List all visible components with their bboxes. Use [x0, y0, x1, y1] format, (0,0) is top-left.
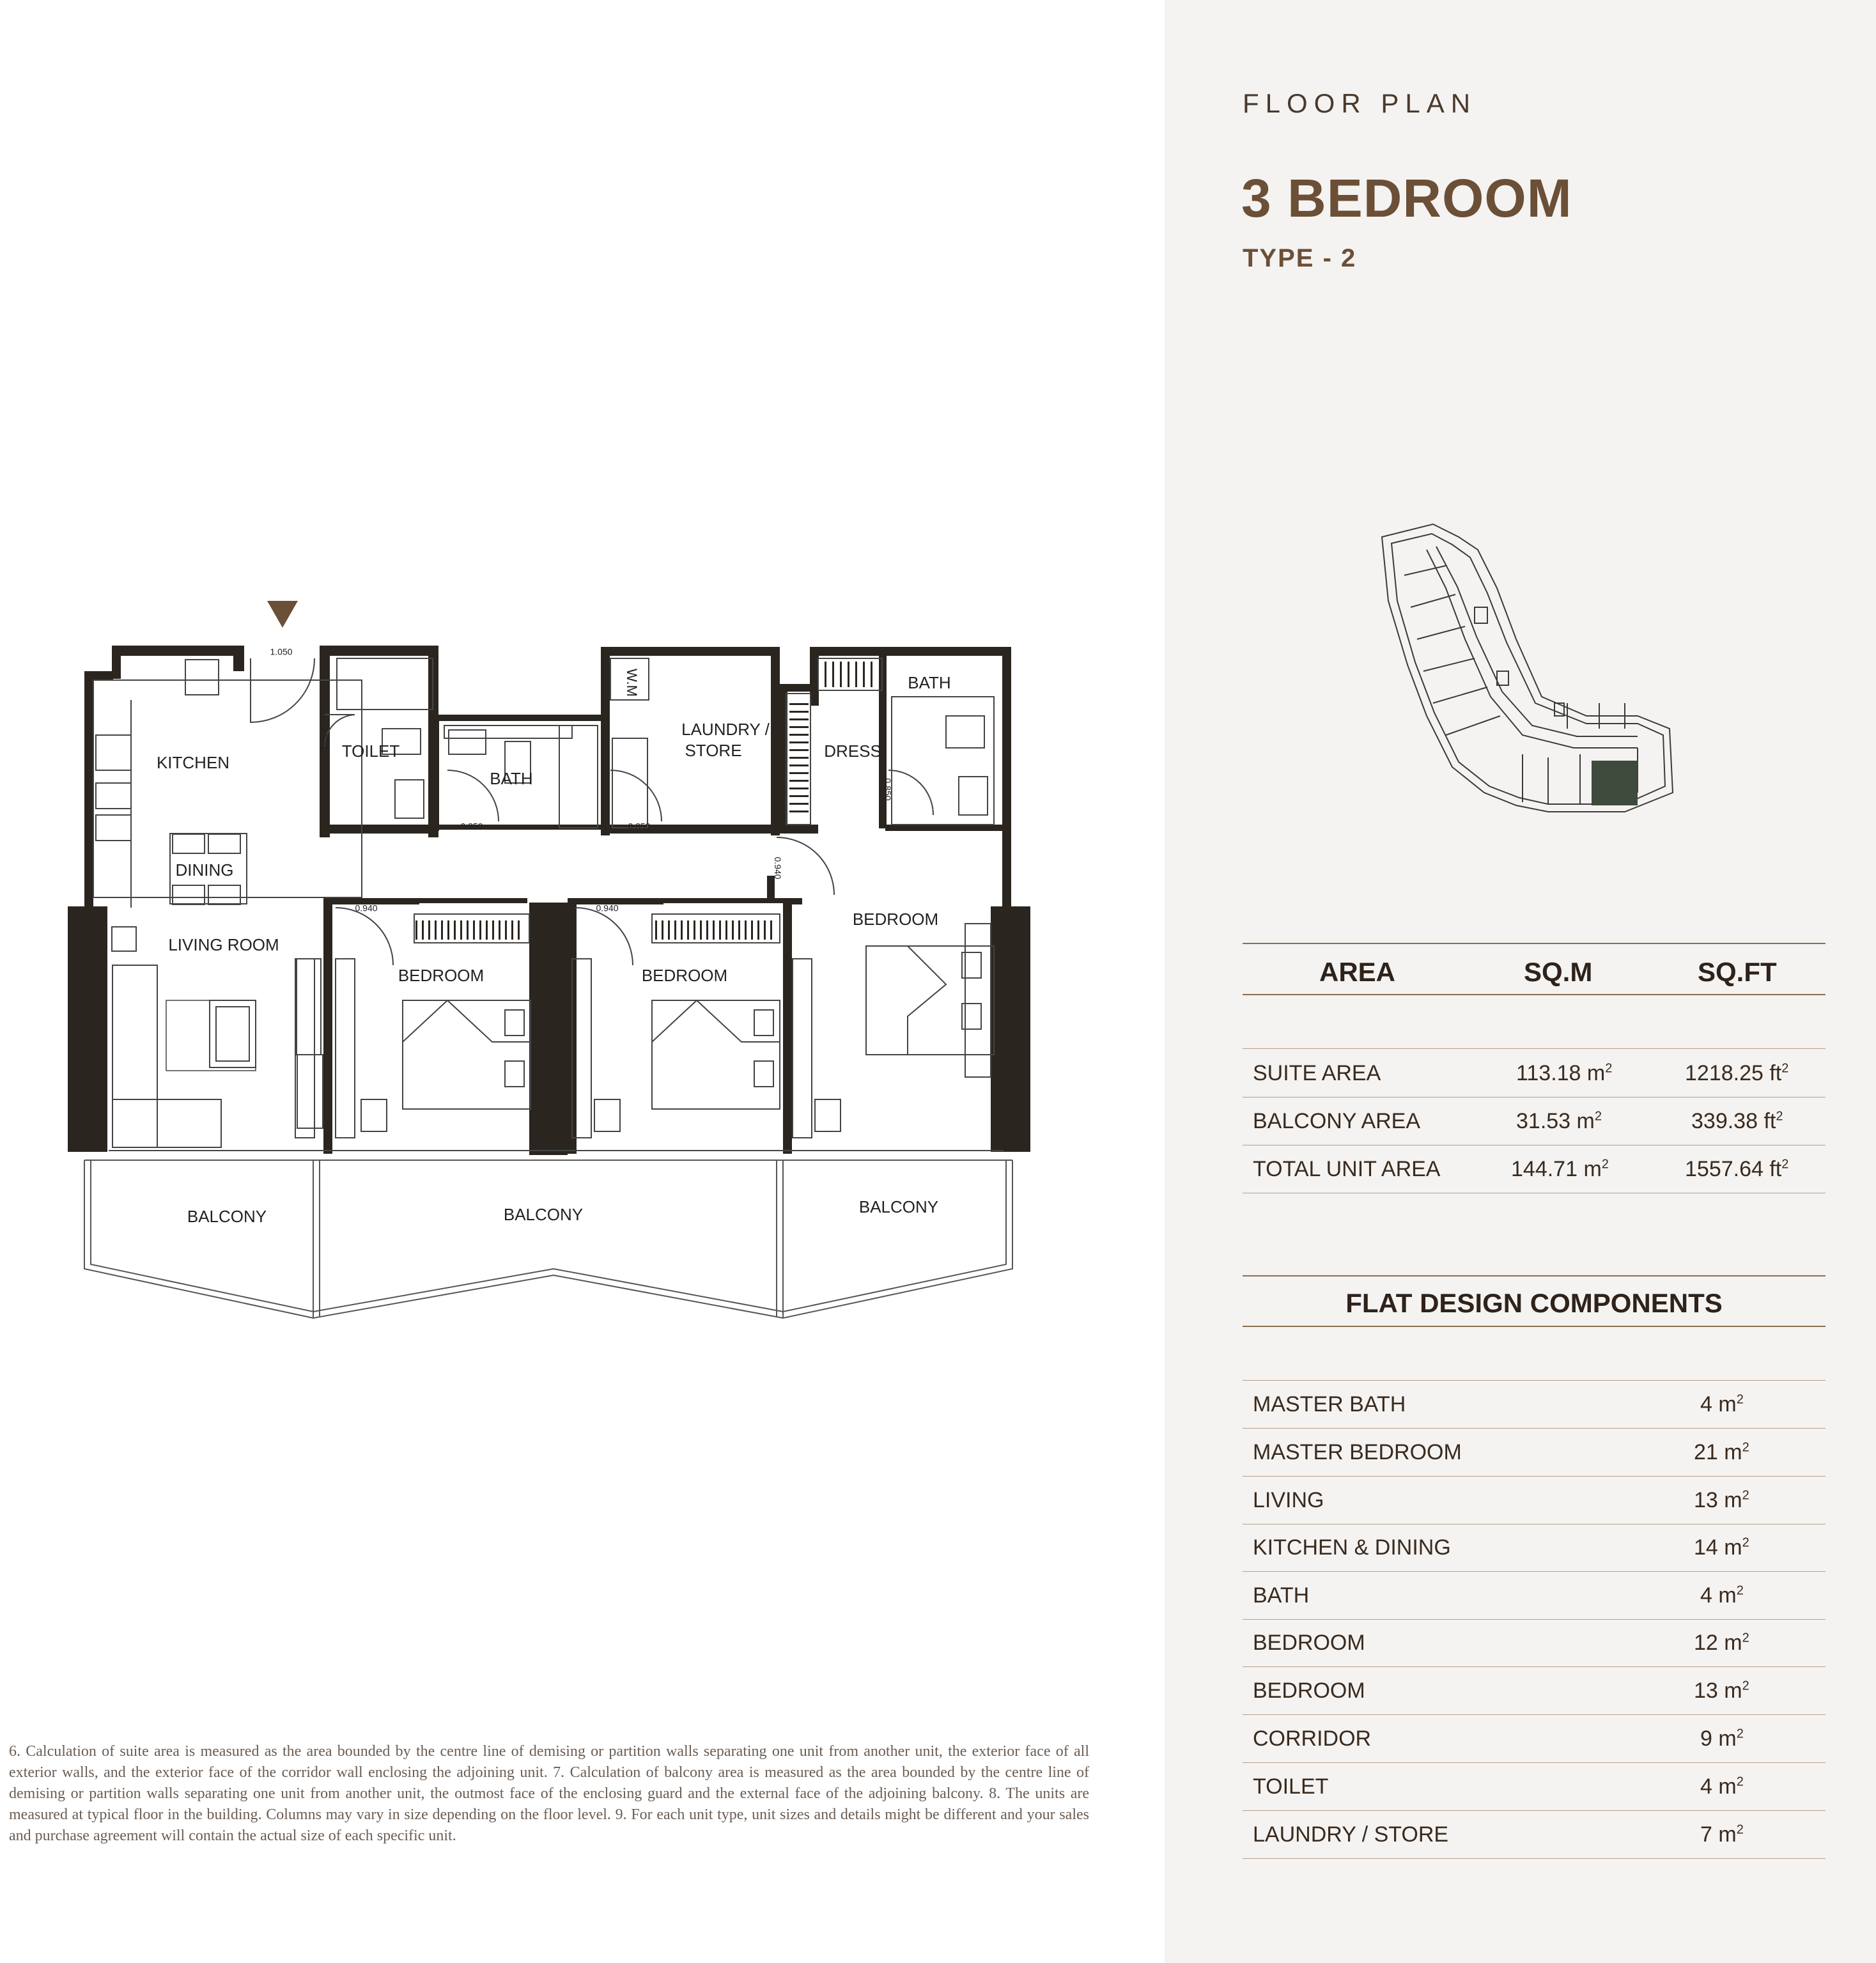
dress-door-dimension: 0.940 — [772, 857, 783, 880]
washing-machine-label: W.M — [623, 669, 640, 697]
laundry-label-line1: LAUNDRY / — [681, 719, 770, 739]
master-bedroom-label: BEDROOM — [852, 909, 939, 929]
component-value: 14 $m^2$ — [1694, 1535, 1749, 1560]
dining-label: DINING — [175, 860, 234, 880]
entry-door-dimension: 1.050 — [270, 646, 293, 657]
component-value: 4 $m^2$ — [1700, 1392, 1744, 1416]
entrance-marker-icon — [267, 601, 298, 628]
area-row-sqm: 31.53 $m^2$ — [1516, 1109, 1602, 1133]
components-table — [1243, 1275, 1826, 1863]
component-name: MASTER BATH — [1253, 1392, 1406, 1416]
info-panel — [1165, 0, 1876, 1963]
component-name: LIVING — [1253, 1488, 1324, 1512]
component-name: KITCHEN & DINING — [1253, 1535, 1451, 1560]
component-name: TOILET — [1253, 1774, 1329, 1799]
component-name: LAUNDRY / STORE — [1253, 1822, 1449, 1847]
sqm-header: SQ.M — [1524, 957, 1593, 987]
area-row-sqft: 1557.64 $ft^2$ — [1685, 1157, 1789, 1181]
component-name: BEDROOM — [1253, 1631, 1365, 1655]
bath2-door-dimension: 0.850 — [882, 778, 893, 801]
component-value: 4 $m^2$ — [1700, 1583, 1744, 1608]
component-value: 13 $m^2$ — [1694, 1488, 1749, 1512]
toilet-door-dimension: 0.850 — [320, 726, 330, 749]
kitchen-label: KITCHEN — [156, 752, 230, 772]
laundry-label-line2: STORE — [685, 740, 742, 760]
area-table — [1243, 943, 1826, 1199]
bedroom2-label: BEDROOM — [641, 965, 728, 985]
toilet-label: TOILET — [341, 741, 400, 761]
component-name: MASTER BEDROOM — [1253, 1440, 1462, 1464]
component-name: BEDROOM — [1253, 1679, 1365, 1703]
component-value: 9 $m^2$ — [1700, 1726, 1744, 1751]
area-row-name: BALCONY AREA — [1253, 1109, 1421, 1133]
component-name: CORRIDOR — [1253, 1726, 1372, 1751]
unit-title: 3 BEDROOM — [1241, 168, 1572, 228]
component-value: 7 $m^2$ — [1700, 1822, 1744, 1847]
area-header: AREA — [1319, 957, 1396, 987]
balcony-outline — [84, 1160, 1012, 1318]
area-row-name: TOTAL UNIT AREA — [1253, 1157, 1441, 1181]
walls — [68, 646, 1030, 1155]
component-value: 4 $m^2$ — [1700, 1774, 1744, 1799]
bath-door-dimension: 0.850 — [460, 821, 483, 832]
wardrobes — [415, 662, 872, 940]
laundry-door-dimension: 0.850 — [628, 821, 651, 832]
components-title: FLAT DESIGN COMPONENTS — [1345, 1288, 1723, 1318]
floor-plan-drawing — [0, 0, 1165, 1406]
floor-plan-label: FLOOR PLAN — [1243, 88, 1477, 118]
key-plan-icon — [1356, 511, 1702, 831]
component-value: 12 $m^2$ — [1694, 1631, 1749, 1655]
bath-label: BATH — [490, 768, 533, 788]
area-row-sqft: 1218.25 $ft^2$ — [1685, 1061, 1789, 1085]
bedroom1-label: BEDROOM — [398, 965, 485, 985]
component-value: 21 $m^2$ — [1694, 1440, 1749, 1464]
bedroom1-door-dimension: 0.940 — [355, 903, 378, 913]
balcony3-label: BALCONY — [858, 1197, 939, 1216]
dress-label: DRESS — [824, 741, 881, 761]
area-row-sqm: 144.71 $m^2$ — [1511, 1157, 1609, 1181]
bedroom2-door-dimension: 0.940 — [596, 903, 619, 913]
sqft-header: SQ.FT — [1698, 957, 1777, 987]
component-value: 13 $m^2$ — [1694, 1679, 1749, 1703]
balcony1-label: BALCONY — [187, 1206, 267, 1226]
area-row-name: SUITE AREA — [1253, 1061, 1381, 1085]
area-row-sqm: 113.18 $m^2$ — [1516, 1061, 1613, 1085]
bath2-label: BATH — [908, 672, 951, 692]
balcony2-label: BALCONY — [503, 1204, 584, 1224]
living-room-label: LIVING ROOM — [168, 935, 279, 954]
highlighted-unit — [1592, 761, 1638, 805]
area-row-sqft: 339.38 $ft^2$ — [1691, 1109, 1783, 1133]
unit-type: TYPE - 2 — [1243, 244, 1357, 272]
footnote-text: 6. Calculation of suite area is measured as the area bounded by the centre line of demising or partition walls separating one unit from another unit, the exterior face of all exterior walls, and the exterior face of the corridor wall enclosing the adjoining unit. 7. Calculation of balcony area is measured as the area bounded by the centre line of demising or partition walls separating one unit from another unit, the outmost face of the enclosing guard and the external face of the adjoining balcony. 8. The units are measured at typical floor in the building. Columns may vary in size depending on the floor level. 9. For each unit type, unit sizes and details might be different and your sales and purchase agreement will contain the actual size of each specific unit. — [9, 1743, 1089, 1844]
component-name: BATH — [1253, 1583, 1310, 1608]
